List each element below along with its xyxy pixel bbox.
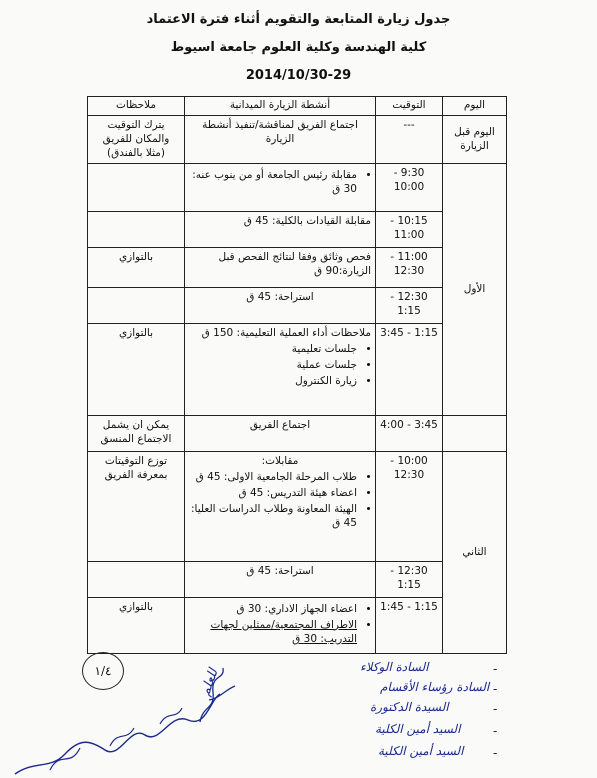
activity-cell: اجتماع الفريق [185, 415, 376, 451]
activity-bullet: • اعضاء الجهاز الاداري: 30 ق [189, 602, 357, 616]
schedule-table [87, 96, 507, 654]
activity-cell: استراحة: 45 ق [185, 287, 376, 323]
activity-cell: مقابلة القيادات بالكلية: 45 ق [185, 211, 376, 247]
day-cell-before: اليوم قبل الزيارة [443, 116, 507, 164]
activity-heading: مقابلات: [261, 454, 299, 467]
time-cell: 10:15 - 11:00 [376, 211, 443, 247]
handwritten-line: السادة الوكلاء [360, 660, 429, 674]
list-dash: - [493, 682, 498, 696]
list-dash: - [493, 724, 498, 738]
handwritten-line: السيد أمين الكلية [378, 744, 464, 758]
table-row [88, 116, 507, 164]
col-day: اليوم [443, 97, 507, 116]
note-cell: توزع التوقيتات بمعرفة الفريق [88, 451, 185, 561]
activity-cell: استراحة: 45 ق [185, 561, 376, 597]
note-cell: يترك التوقيت والمكان للفريق (مثلا بالفندق) [88, 116, 185, 164]
note-cell [88, 561, 185, 597]
handwriting-scribble [195, 660, 240, 725]
note-cell: بالتوازي [88, 597, 185, 653]
handwritten-side-note: للعلم [197, 667, 222, 698]
list-dash: - [493, 662, 498, 676]
activity-cell [185, 163, 376, 211]
activity-cell [185, 323, 376, 415]
handwritten-line: السادة رؤساء الأقسام [380, 680, 490, 694]
activity-bullet: • مقابلة رئيس الجامعة أو من ينوب عنه: 30 ق [189, 168, 357, 196]
table-row [88, 451, 507, 561]
day-cell-empty [443, 415, 507, 451]
note-cell [88, 163, 185, 211]
doc-title: جدول زيارة المتابعة والتقويم أثناء فترة الاعتماد [146, 12, 451, 27]
activity-bullet: • جلسات عملية [189, 358, 357, 372]
time-cell: 1:15 - 3:45 [376, 323, 443, 415]
note-cell: يمكن ان يشمل الاجتماع المنسق [88, 415, 185, 451]
time-cell: 10:00 - 12:30 [376, 451, 443, 561]
time-cell: 1:15 - 1:45 [376, 597, 443, 653]
doc-subtitle: كلية الهندسة وكلية العلوم جامعة اسيوط [170, 40, 427, 55]
activity-bullet: • اعضاء هيئة التدريس: 45 ق [189, 486, 357, 500]
activity-cell: فحص وثائق وفقا لنتائج الفحص قبل الزيارة:90 ق [185, 247, 376, 287]
time-cell: --- [376, 116, 443, 164]
day-cell-first: الأول [443, 163, 507, 415]
activity-bullet: • طلاب المرحلة الجامعية الاولى: 45 ق [189, 470, 357, 484]
doc-date: 2014/10/30-29 [245, 68, 352, 83]
activity-bullet: • زيارة الكنترول [189, 374, 357, 388]
note-cell: بالتوازي [88, 323, 185, 415]
time-cell: 3:45 - 4:00 [376, 415, 443, 451]
table-row [88, 163, 507, 211]
activity-cell [185, 451, 376, 561]
handwritten-line: السيد أمين الكلية [375, 722, 461, 736]
col-activity: أنشطة الزيارة الميدانية [185, 97, 376, 116]
activity-cell [185, 597, 376, 653]
activity-cell: اجتماع الفريق لمناقشة/تنفيذ أنشطة الزيارة [185, 116, 376, 164]
col-notes: ملاحظات [88, 97, 185, 116]
note-cell [88, 287, 185, 323]
col-time: التوقيت [376, 97, 443, 116]
activity-bullet: • جلسات تعليمية [189, 342, 357, 356]
note-cell [88, 211, 185, 247]
time-cell: 12:30 - 1:15 [376, 287, 443, 323]
list-dash: - [493, 702, 498, 716]
time-cell: 9:30 - 10:00 [376, 163, 443, 211]
time-cell: 11:00 - 12:30 [376, 247, 443, 287]
table-header-row [88, 97, 507, 116]
time-cell: 12:30 - 1:15 [376, 561, 443, 597]
signature [10, 690, 225, 778]
page-number-stamp: ١/٤ [82, 652, 124, 690]
activity-bullet: • الاطراف المجتمعية/ممثلين لجهات التدريب: 30 ق [189, 618, 357, 646]
note-cell: بالتوازي [88, 247, 185, 287]
activity-bullet: • الهيئة المعاونة وطلاب الدراسات العليا: 45 ق [189, 502, 357, 530]
list-dash: - [493, 746, 498, 760]
handwritten-line: السيدة الدكتورة [370, 700, 449, 714]
table-row [88, 415, 507, 451]
day-cell-second: الثاني [443, 451, 507, 653]
activity-heading: ملاحظات أداء العملية التعليمية: 150 ق [201, 326, 371, 339]
